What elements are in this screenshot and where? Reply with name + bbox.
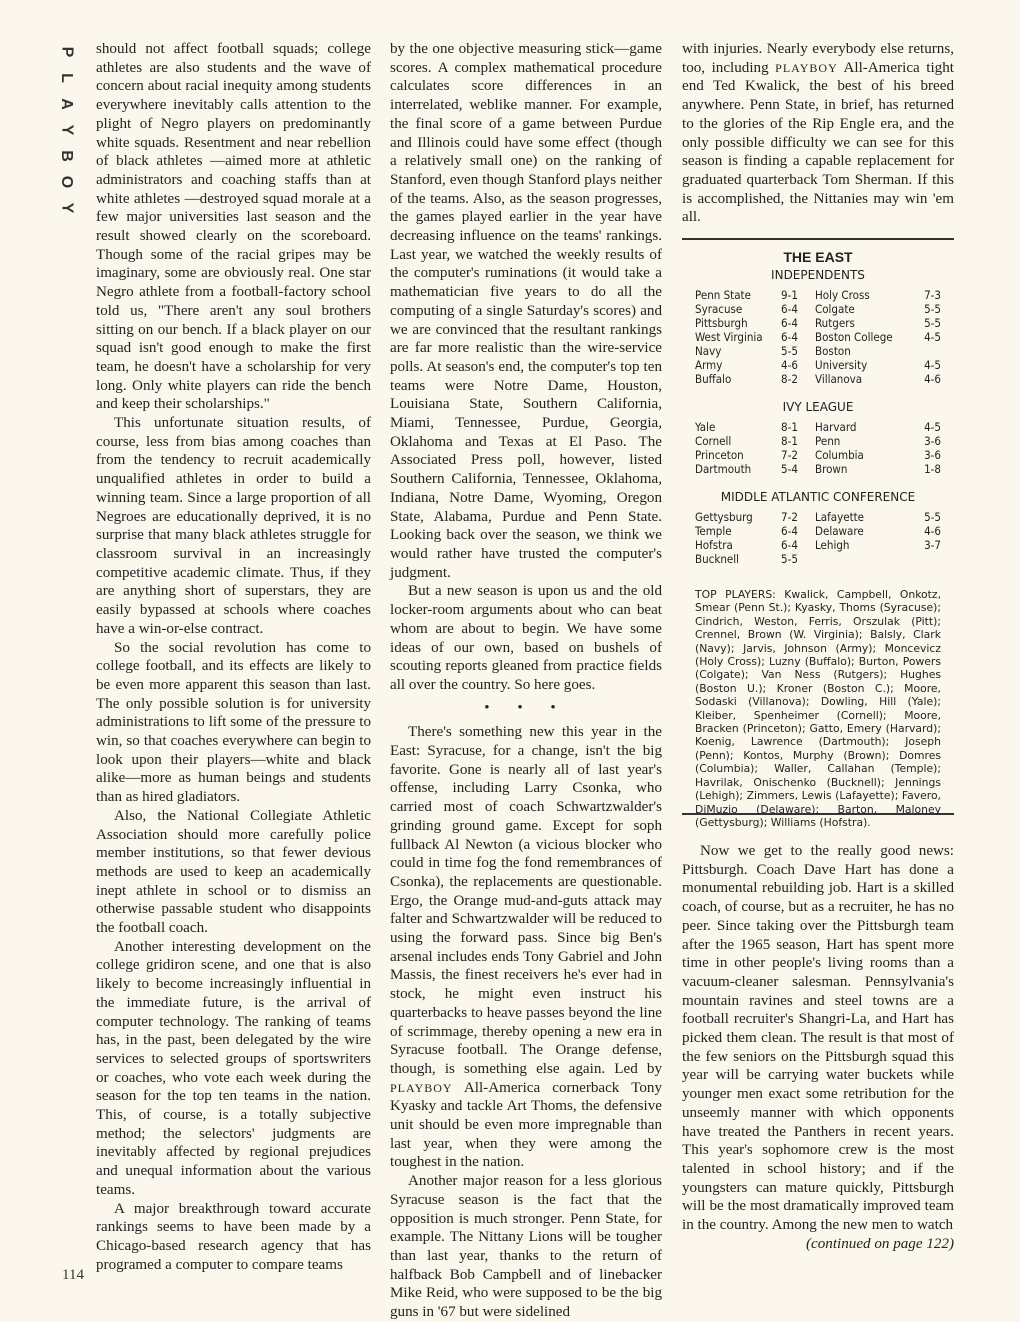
top-players: TOP PLAYERS: Kwalick, Campbell, Onkotz, Smear (Penn St.); Kyasky, Thoms (Syracuse); Cindrich, Weston, Ferris, Orszulak (Pitt); Crennel, Brown (W. Virginia); Balsly, Clark (Navy); Jarvis, Johnson (Army); Moncevicz (Holy Cross); Luzny (Buffalo); Burton, Powers (Colgate); Van Ness (Rutgers); Hughes (Boston U.); Kroner (Boston C.); Moore, Sodaski (Villanova); Dowling, Hill (Yale); Kleiber, Spenheimer (Cornell); Moore, Bracken (Princeton); Gatto, Emery (Harvard); Koenig, Lawrence (Dartmouth); Joseph (Penn); Kontos, Murphy (Brown); Domres (Columbia); Waller, Callahan (Temple); Havrilak, Onischenko (Bucknell); Jennings (Lehigh); Zimmers, Lewis (Lafayette); Favero, DiMuzio (Delaware); Barton, Maloney (Gettysburg); Williams (Hofstra). <box>695 588 941 829</box>
paragraph: But a new season is upon us and the old locker-room arguments about who can beat whom are about to begin. We have some ideas of our own, based on bushels of scouting reports gleaned from practice fields all over the country. So here goes. <box>390 583 662 693</box>
team-record: 5-5 <box>781 552 798 566</box>
opponent-name: Lafayette <box>815 510 865 524</box>
opponent-record: 4-6 <box>924 372 941 386</box>
team-name: Hofstra <box>695 538 733 552</box>
magazine-letter: L <box>58 73 75 85</box>
table-row <box>695 448 941 462</box>
table-row <box>695 552 941 566</box>
table-row <box>695 434 941 448</box>
paragraph-text: All-America tight end Ted Kwalick, the best of his breed anywhere. Penn State, in brief, has returned to the glories of the Rip Engle era, and the only possible difficulty we can see for this season is finding a capable replacement for graduated quarterback Tom Sherman. If this is accomplished, the Nittanies may win 'em all. <box>682 59 954 226</box>
opponent-record: 3-7 <box>924 538 941 552</box>
opponent-record: 3-6 <box>924 448 941 462</box>
opponent-record: 3-6 <box>924 434 941 448</box>
article-column-3-continued <box>682 842 954 1253</box>
brand-name: PLAYBOY <box>390 1080 453 1095</box>
article-column-2 <box>390 40 662 1322</box>
magazine-letter: Y <box>57 202 75 216</box>
team-name: Buffalo <box>695 372 732 386</box>
paragraph-text: There's something new this year in the East: Syracuse, for a change, isn't the big favorite. Gone is nearly all of last year's offense, including Larry Csonka, who carried most of coach Schwartzwalder's grinding ground game. Except for soph fullback Al Newton (a vicious blocker who could in time fog the fond remembrances of Csonka), the replacements are questionable. Ergo, the Orange mud-and-guts attack may falter and Schwartzwalder will be reduced to using the forward pass. Since big Ben's arsenal includes ends Tony Gabriel and John Massis, the finest receivers he's ever had in stock, he might even instruct his quarterbacks to heave passes beyond the line of scrimmage, thereby opening a new era in Syracuse football. The Orange defense, though, is something else again. Led by <box>390 724 662 1077</box>
paragraph: Another interesting development on the college gridiron scene, and one that is also likely to become increasingly influential in the immediate future, is the arrival of computer technology. The ranking of teams has, in the past, been delegated by the wire services to selected groups of sportswriters or coaches, who vote each week during the season for the top ten teams in the nation. This, of course, is a totally subjective method; the selectors' judgments are inevitably affected by regional prejudices and unequal information about the various teams. <box>96 938 371 1198</box>
standings-table <box>695 288 941 386</box>
team-name: Temple <box>695 524 732 538</box>
magazine-letter: O <box>57 175 75 191</box>
opponent-name: Delaware <box>815 524 864 538</box>
team-name: Penn State <box>695 288 751 302</box>
opponent-name: University <box>815 358 868 372</box>
table-row <box>695 288 941 302</box>
team-name: Princeton <box>695 448 744 462</box>
conference-heading: INDEPENDENTS <box>771 268 865 282</box>
table-row <box>695 302 941 316</box>
table-row <box>695 538 941 552</box>
team-record: 7-2 <box>781 448 798 462</box>
paragraph: This unfortunate situation results, of course, less from bias among coaches than from the tendency to recruit academically unqualified athletes in order to build a winning team. Since a large proportion of all Negroes are educationally deprived, it is no surprise that many black athletes struggle for classroom survival in an increasingly competitive academic climate. Thus, if they are anything short of superstars, they are easily bypassed at schools where coaches have a win-or-else contract. <box>96 415 371 637</box>
team-name: Navy <box>695 344 722 358</box>
opponent-record <box>915 344 941 358</box>
opponent-name: Rutgers <box>815 316 855 330</box>
opponent-name: Holy Cross <box>815 288 870 302</box>
team-record: 5-5 <box>781 344 798 358</box>
opponent-name: Colgate <box>815 302 855 316</box>
team-record: 6-4 <box>781 302 798 316</box>
opponent-record: 5-5 <box>924 316 941 330</box>
opponent-name: Brown <box>815 462 848 476</box>
team-record: 4-6 <box>781 358 798 372</box>
team-name: Gettysburg <box>695 510 753 524</box>
team-record: 7-2 <box>781 510 798 524</box>
team-record: 8-1 <box>781 434 798 448</box>
opponent-name: Lehigh <box>815 538 850 552</box>
continued-note: (continued on page 122) <box>806 1235 954 1252</box>
paragraph: by the one objective measuring stick—game scores. A complex mathematical procedure calculates score differences in an interrelated, weblike manner. For example, the final score of a game between Purdue and Illinois could have some effect (though a relatively small one) on the ranking of Stanford, even though Stanford plays neither of the teams. Also, as the season progresses, the games played earlier in the year have decreasing influence on the teams' rankings. Last year, we watched the weekly results of the computer's ruminations (it would take a mathematician five years to do all the computing of a single Saturday's scores) and we are convinced that the resultant rankings are far more realistic than the wire-service polls. At season's end, the computer's top ten teams were Notre Dame, Houston, Louisiana State, Southern California, Miami, Tennessee, Purdue, Georgia, Oklahoma and Texas at El Paso. The Associated Press poll, however, listed Southern California, Tennessee, Oklahoma, Indiana, Notre Dame, Wyoming, Oregon State, Alabama, Purdue and Penn State. Looking back over the season, we think we would rather have trusted the computer's judgment. <box>390 41 662 581</box>
table-row <box>695 420 941 434</box>
table-row <box>695 330 941 344</box>
magazine-letter: P <box>57 46 75 60</box>
paragraph <box>390 723 662 1172</box>
opponent-name: Boston College <box>815 330 893 344</box>
opponent-record: 7-3 <box>924 288 941 302</box>
team-name: Army <box>695 358 723 372</box>
team-name: Bucknell <box>695 552 740 566</box>
team-name: Dartmouth <box>695 462 752 476</box>
opponent-name: Villanova <box>815 372 863 386</box>
paragraph-text: All-America cornerback Tony Kyasky and tackle Art Thoms, the defensive unit should be even more impregnable than last year, when they were among the toughest in the nation. <box>390 1079 662 1171</box>
team-name: Pittsburgh <box>695 316 748 330</box>
team-name: Yale <box>695 420 716 434</box>
paragraph: Another major reason for a less glorious Syracuse season is the fact that the opposition is much stronger. Penn State, for example. The Nittany Lions will be tougher than last year, thanks to the return of halfback Bob Campbell and of linebacker Mike Reid, who were supposed to be the big guns in '67 but were sidelined <box>390 1173 662 1321</box>
opponent-record: 5-5 <box>924 510 941 524</box>
team-record: 5-4 <box>781 462 798 476</box>
page-number: 114 <box>62 1267 84 1283</box>
standings-table <box>695 510 941 566</box>
opponent-name: Columbia <box>815 448 864 462</box>
opponent-record: 4-5 <box>924 330 941 344</box>
section-divider: • • • <box>484 699 568 716</box>
opponent-name <box>815 552 915 566</box>
team-record: 6-4 <box>781 524 798 538</box>
table-row <box>695 524 941 538</box>
paragraph: Now we get to the really good news: Pittsburgh. Coach Dave Hart has done a monumental rebuilding job. Hart is a skilled coach, of course, but as a recruiter, he has no peer. Since taking over the Pittsburgh team after the 1965 season, Hart has spent more time in other people's living rooms than a vacuum-cleaner salesman. Pennsylvania's mountain ravines and steel towns are a football recruiter's Shangri-La, and Hart has picked them clean. The result is that most of the few seniors on the Pittsburgh squad this year will be carrying water buckets while younger men exact some retribution for the unseemly manner with which opponents have treated the Panthers in recent years. This year's sophomore crew is the most talented in school history; and if the youngsters can mature quickly, Pittsburgh will be the most dramatically improved team in the country. Among the new men to watch <box>682 843 954 1234</box>
magazine-letter: B <box>58 150 75 164</box>
standings-table <box>695 420 941 476</box>
opponent-name: Penn <box>815 434 841 448</box>
sidebar-title: THE EAST <box>783 249 853 265</box>
article-column-1 <box>96 40 371 1274</box>
conference-heading: MIDDLE ATLANTIC CONFERENCE <box>720 490 916 504</box>
article-column-3 <box>682 40 954 227</box>
magazine-letter: A <box>58 98 75 112</box>
table-row <box>695 344 941 358</box>
paragraph: So the social revolution has come to college football, and its effects are likely to be even more apparent this season than last. The only possible solution is for university administrations to lift some of the pressure to win, so that coaches everywhere can begin to look upon their players—white and black alike—more as human beings and students than as hired gladiators. <box>96 639 371 806</box>
paragraph: Also, the National Collegiate Athletic Association should more carefully police member institutions, so that fewer devious methods are used to keep an academically inept athlete in school or to dismiss an otherwise passable student who disappoints the football coach. <box>96 807 371 937</box>
opponent-record <box>915 552 941 566</box>
opponent-record: 1-8 <box>924 462 941 476</box>
team-record: 6-4 <box>781 316 798 330</box>
opponent-record: 4-6 <box>924 524 941 538</box>
opponent-name: Boston <box>815 344 851 358</box>
team-record: 9-1 <box>781 288 798 302</box>
team-record: 6-4 <box>781 330 798 344</box>
standings-sidebar <box>682 238 954 829</box>
brand-name: PLAYBOY <box>775 60 838 75</box>
table-row <box>695 462 941 476</box>
team-record: 8-2 <box>781 372 798 386</box>
table-row <box>695 510 941 524</box>
team-name: Cornell <box>695 434 732 448</box>
conference-heading: IVY LEAGUE <box>782 400 854 414</box>
table-row <box>695 316 941 330</box>
sidebar-sections <box>682 268 954 576</box>
table-row <box>695 358 941 372</box>
paragraph: A major breakthrough toward accurate rankings seems to have been made by a Chicago-based research agency that has programed a computer to compare teams <box>96 1200 371 1273</box>
team-name: West Virginia <box>695 330 763 344</box>
magazine-name-vertical <box>56 40 76 222</box>
paragraph-text: with injuries. Nearly everybody else returns, too, including <box>682 41 954 76</box>
opponent-record: 5-5 <box>924 302 941 316</box>
opponent-record: 4-5 <box>924 358 941 372</box>
team-record: 8-1 <box>781 420 798 434</box>
opponent-name: Harvard <box>815 420 857 434</box>
paragraph: should not affect football squads; college athletes are also students and the wave of concern about racial inequity among students everywhere inevitably calls attention to the plight of Negro players on predominantly white squads. Resentment and near rebellion of black athletes —aimed more at athletic administrators and coaching staffs than at white athletes —destroyed squad morale at a few major universities last season and the result showed clearly on the scoreboard. Though some of the racial gripes may be imaginary, some are obviously real. One star Negro athlete from a football-factory school told us, "There aren't any soul brothers sitting on our bench. If a black player on our squad isn't good enough to make the first team, he doesn't have a scholarship for very long. Only white players can ride the bench and keep their scholarships." <box>96 41 371 413</box>
team-record: 6-4 <box>781 538 798 552</box>
paragraph <box>682 40 954 227</box>
opponent-record: 4-5 <box>924 420 941 434</box>
table-row <box>695 372 941 386</box>
team-name: Syracuse <box>695 302 743 316</box>
magazine-letter: Y <box>57 124 75 138</box>
